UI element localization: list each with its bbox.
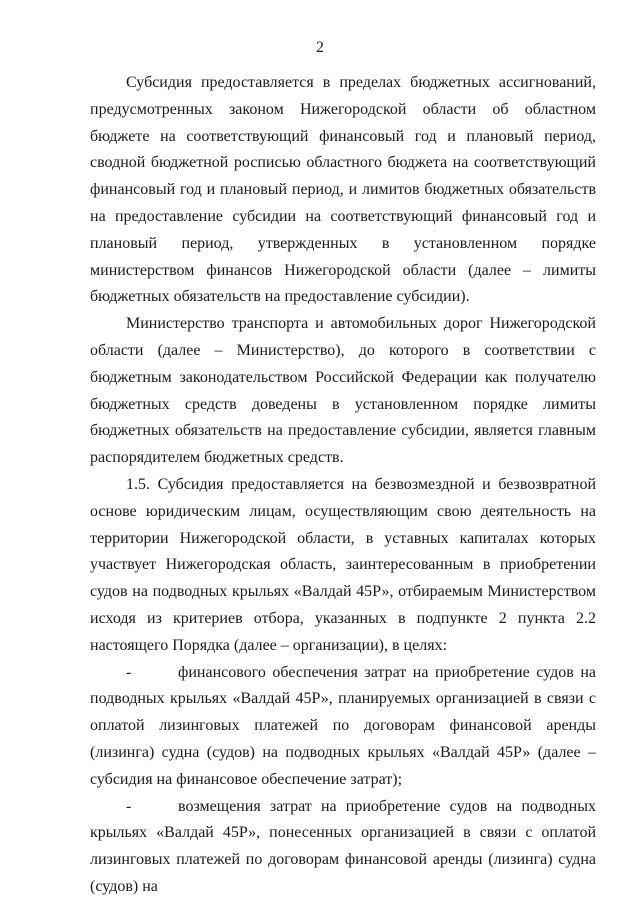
list-item <box>90 794 596 901</box>
list-item-text: финансового обеспечения затрат на приобретение судов на подводных крыльях «Валдай 45Р», планируемых организацией в связи с оплатой лизинговых платежей по договорам финансовой аренды (лизинга) судна (судов) на подводных крыльях «Валдай 45Р» (далее – субсидия на финансовое обеспечение затрат); <box>90 663 596 788</box>
list-dash-marker: - <box>126 663 132 681</box>
list-item <box>90 660 596 794</box>
paragraph-subsidy-limits: Субсидия предоставляется в пределах бюджетных ассигнований, предусмотренных законом Нижегородской области об областном бюджете на соответствующий финансовый год и плановый период, сводной бюджетной росписью областного бюджета на соответствующий финансовый год и плановый период, и лимитов бюджетных обязательств на предоставление субсидии на соответствующий финансовый год и плановый период, утвержденных в установленном порядке министерством финансов Нижегородской области (далее – лимиты бюджетных обязательств на предоставление субсидии). <box>90 74 596 306</box>
list-dash-marker: - <box>126 797 132 815</box>
page-number: 2 <box>316 39 324 56</box>
paragraph-ministry: Министерство транспорта и автомобильных дорог Нижегородской области (далее – Министерство), до которого в соответствии с бюджетным законодательством Российской Федерации как получателю бюджетных средств доведены в установленном порядке лимиты бюджетных обязательств на предоставление субсидии, является главным распорядителем бюджетных средств. <box>90 315 596 467</box>
document-body <box>90 70 596 901</box>
paragraph-1-5: 1.5. Субсидия предоставляется на безвозмездной и безвозвратной основе юридическим лицам, осуществляющим свою деятельность на территории Нижегородской области, в уставных капиталах которых участвует Нижегородская область, заинтересованным в приобретении судов на подводных крыльях «Валдай 45Р», отбираемым Министерством исходя из критериев отбора, указанных в подпункте 2 пункта 2.2 настоящего Порядка (далее – организации), в целях: <box>90 475 596 654</box>
list-item-text: возмещения затрат на приобретение судов на подводных крыльях «Валдай 45Р», понесенных организацией в связи с оплатой лизинговых платежей по договорам финансовой аренды (лизинга) судна (судов) на <box>90 797 596 895</box>
